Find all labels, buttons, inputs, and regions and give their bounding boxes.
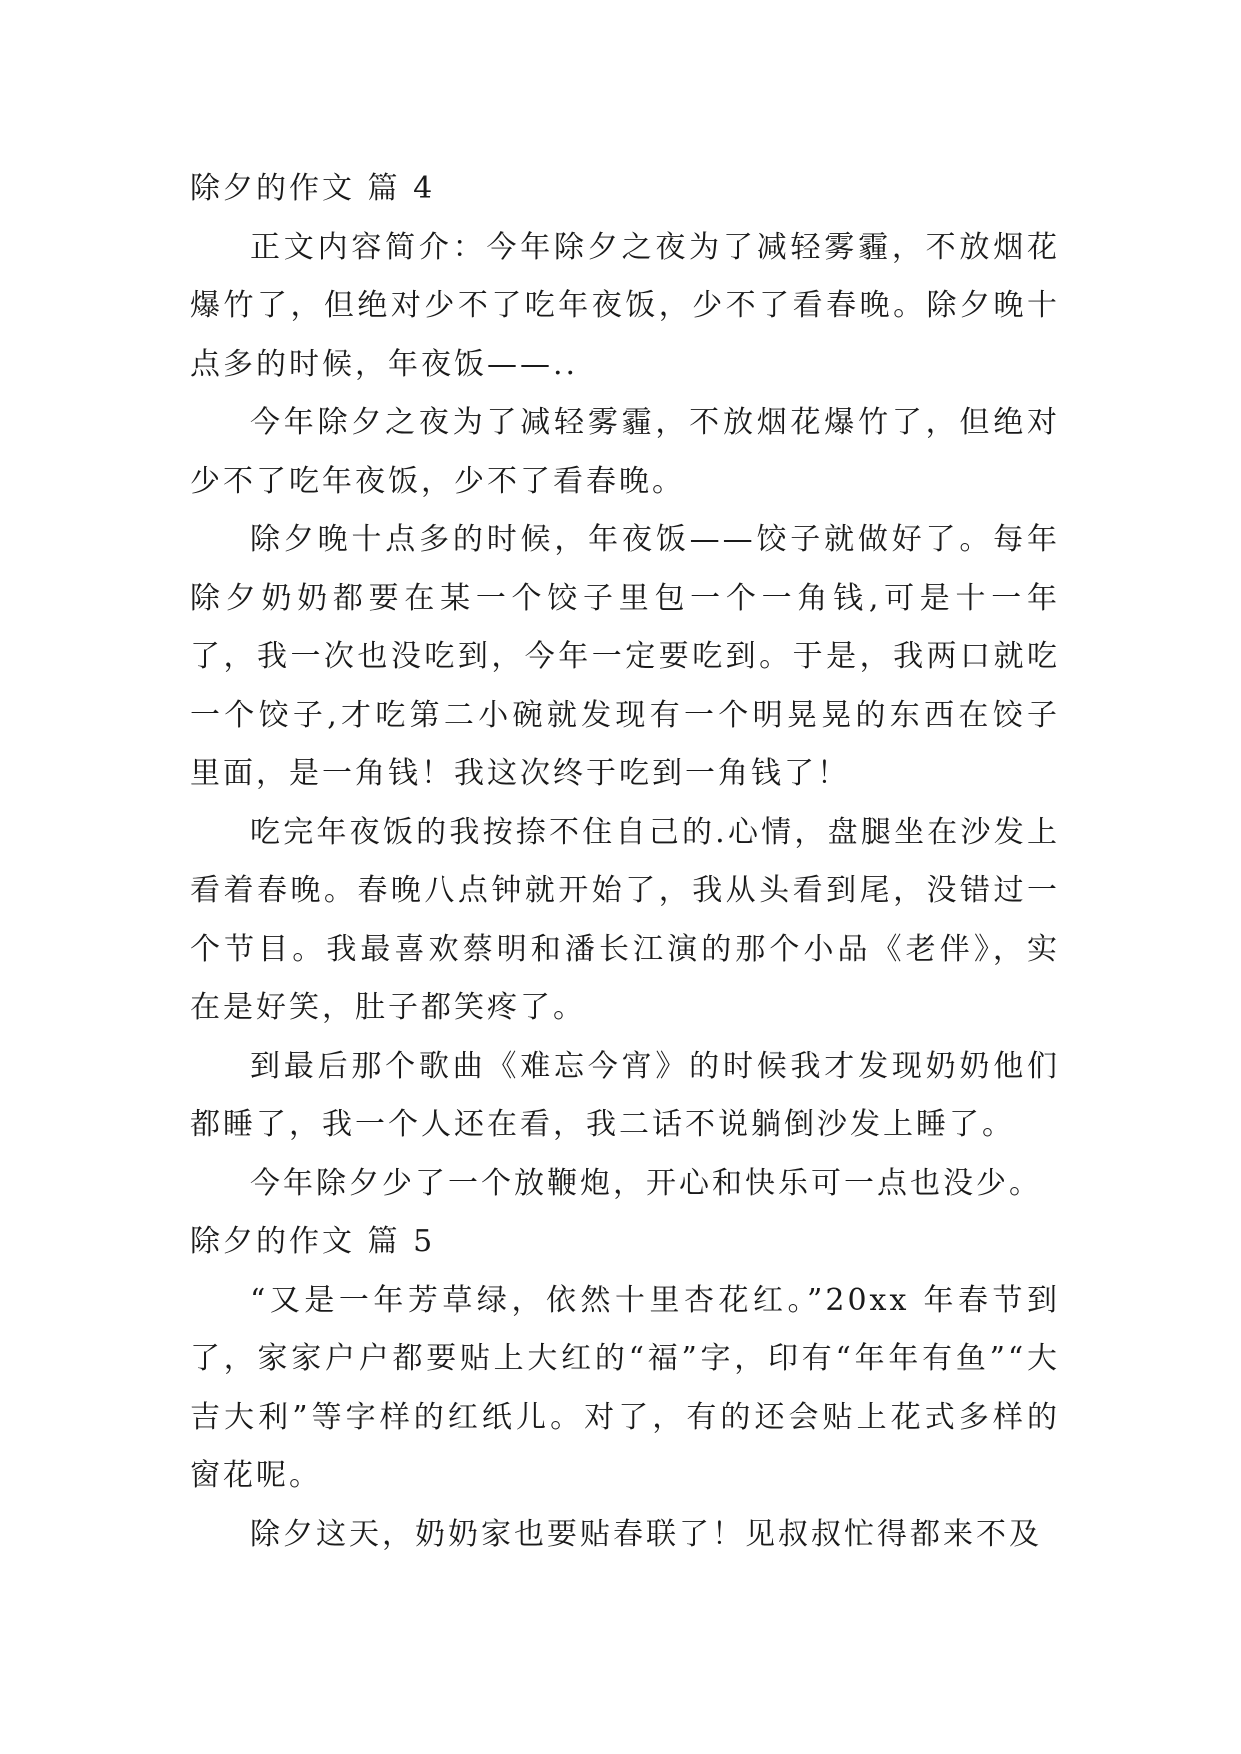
section-4-paragraph-4: 吃完年夜饭的我按捺不住自己的.心情，盘腿坐在沙发上看着春晚。春晚八点钟就开始了，我从头看到尾，没错过一个节目。我最喜欢蔡明和潘长江演的那个小品《老伴》，实在是好笑，肚子都笑疼了。 bbox=[190, 814, 1060, 1025]
section-5-title: 除夕的作文 篇 5 bbox=[190, 1224, 436, 1259]
section-4-paragraph-5: 到最后那个歌曲《难忘今宵》的时候我才发现奶奶他们都睡了，我一个人还在看，我二话不说躺倒沙发上睡了。 bbox=[190, 1048, 1060, 1142]
document-body bbox=[190, 160, 1060, 1564]
section-4-paragraph-2: 今年除夕之夜为了减轻雾霾，不放烟花爆竹了，但绝对少不了吃年夜饭，少不了看春晚。 bbox=[190, 405, 1060, 499]
section-4-paragraph-6: 今年除夕少了一个放鞭炮，开心和快乐可一点也没少。 bbox=[250, 1165, 1042, 1201]
section-4-paragraph-3: 除夕晚十点多的时候，年夜饭——饺子就做好了。每年除夕奶奶都要在某一个饺子里包一个一角钱,可是十一年了，我一次也没吃到，今年一定要吃到。于是，我两口就吃一个饺子,才吃第二小碗就发现有一个明晃晃的东西在饺子里面，是一角钱！我这次终于吃到一角钱了！ bbox=[190, 522, 1060, 791]
section-4-title: 除夕的作文 篇 4 bbox=[190, 171, 436, 206]
section-4-paragraph-1: 正文内容简介：今年除夕之夜为了减轻雾霾，不放烟花爆竹了，但绝对少不了吃年夜饭，少不了看春晚。除夕晚十点多的时候，年夜饭——.. bbox=[190, 229, 1060, 382]
section-5-paragraph-2: 除夕这天，奶奶家也要贴春联了！见叔叔忙得都来不及 bbox=[250, 1516, 1042, 1552]
section-5-paragraph-1: “又是一年芳草绿，依然十里杏花红。”20xx 年春节到了，家家户户都要贴上大红的“福”字，印有“年年有鱼”“大吉大利”等字样的红纸儿。对了，有的还会贴上花式多样的窗花呢。 bbox=[190, 1282, 1060, 1493]
